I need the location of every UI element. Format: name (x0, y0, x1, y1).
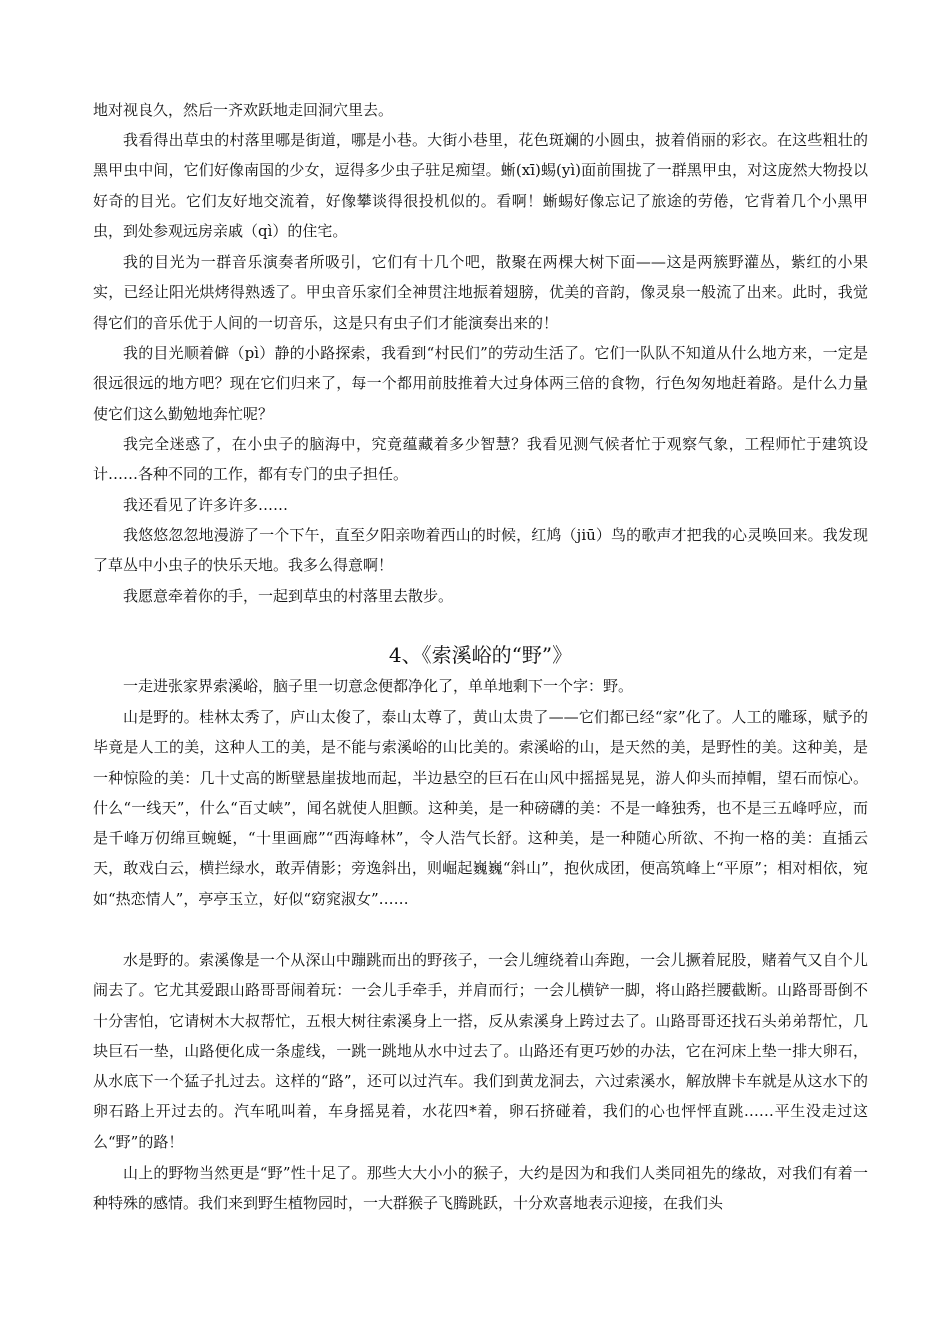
paragraph-musicians: 我的目光为一群音乐演奏者所吸引，它们有十几个吧，散聚在两棵大树下面——这是两簇野灌丛，紫红的小果实，已经让阳光烘烤得熟透了。甲虫音乐家们全神贯注地振着翅膀，优美的音韵，像灵泉一般流了出来。此时，我觉得它们的音乐优于人间的一切音乐，这是只有虫子们才能演奏出来的！ (93, 253, 868, 332)
paragraph-mountains-wild: 山是野的。桂林太秀了，庐山太俊了，泰山太尊了，黄山太贵了——它们都已经“家”化了。人工的雕琢，赋予的毕竟是人工的美，这种人工的美，是不能与索溪峪的山比美的。索溪峪的山，是天然的美，是野性的美。这种美，是一种惊险的美：几十丈高的断壁悬崖拔地而起，半边悬空的巨石在山风中摇摇晃晃，游人仰头而掉帽，望石而惊心。什么“一线天”，什么“百丈峡”，闻名就使人胆颤。这种美，是一种磅礴的美：不是一峰独秀，也不是三五峰呼应，而是千峰万仞绵亘蜿蜒，“十里画廊”“西海峰林”，令人浩气长舒。这种美，是一种随心所欲、不拘一格的美：直插云天，敢戏白云，横拦绿水，敢弄倩影；旁逸斜出，则崛起巍巍“斜山”，抱伙成团，便高筑峰上“平原”；相对相依，宛如“热恋情人”，亭亭玉立，好似“窈窕淑女”…… (93, 708, 868, 908)
section-title: 4、《索溪峪的“野”》 (388, 643, 573, 667)
paragraph-invitation: 我愿意牵着你的手，一起到草虫的村落里去散步。 (123, 587, 454, 605)
paragraph-village-streets: 我看得出草虫的村落里哪是街道，哪是小巷。大街小巷里，花色斑斓的小圆虫，披着俏丽的彩衣。在这些粗壮的黑甲虫中间，它们好像南国的少女，逗得多少虫子驻足痴望。蜥(xī)蜴(yì)面前围拢了一群黑甲虫，对这庞然大物投以好奇的目光。它们友好地交流着，好像攀谈得很投机似的。看啊！蜥蜴好像忘记了旅途的劳倦，它背着几个小黑甲虫，到处参观远房亲戚（qì）的住宅。 (93, 131, 868, 240)
paragraph-animals-wild: 山上的野物当然更是“野”性十足了。那些大大小小的猴子，大约是因为和我们人类同祖先的缘故，对我们有着一种特殊的感情。我们来到野生植物园时，一大群猴子飞腾跳跃，十分欢喜地表示迎接，在我们头 (93, 1164, 868, 1213)
paragraph-afternoon-wander: 我悠悠忽忽地漫游了一个下午，直至夕阳亲吻着西山的时候，红鸠（jiū）鸟的歌声才把我的心灵唤回来。我发现了草丛中小虫子的快乐天地。我多么得意啊！ (93, 526, 868, 575)
paragraph-villagers-labor: 我的目光顺着僻（pì）静的小路探索，我看到“村民们”的劳动生活了。它们一队队不知道从什么地方来，一定是很远很远的地方吧？现在它们归来了，每一个都用前肢推着大过身体两三倍的食物，行色匆匆地赶着路。是什么力量使它们这么勤勉地奔忙呢？ (93, 344, 868, 423)
paragraph-continuation: 地对视良久，然后一齐欢跃地走回洞穴里去。 (93, 101, 394, 119)
paragraph-wisdom: 我完全迷惑了，在小虫子的脑海中，究竟蕴藏着多少智慧？我看见测气候者忙于观察气象，工程师忙于建筑设计……各种不同的工作，都有专门的虫子担任。 (93, 435, 868, 484)
paragraph-intro-wild: 一走进张家界索溪峪，脑子里一切意念便都净化了，单单地剩下一个字：野。 (123, 677, 634, 695)
paragraph-water-wild: 水是野的。索溪像是一个从深山中蹦跳而出的野孩子，一会儿缠绕着山奔跑，一会儿撅着屁股，赌着气又自个儿闹去了。它尤其爱跟山路哥哥闹着玩：一会儿手牵手，并肩而行；一会儿横铲一脚，将山路拦腰截断。山路哥哥倒不十分害怕，它请树木大叔帮忙，五根大树往索溪身上一搭，反从索溪身上跨过去了。山路哥哥还找石头弟弟帮忙，几块巨石一垫，山路便化成一条虚线，一跳一跳地从水中过去了。山路还有更巧妙的办法，它在河床上垫一排大卵石，从水底下一个猛子扎过去。这样的“路”，还可以过汽车。我们到黄龙洞去，六过索溪水，解放牌卡车就是从这水下的卵石路上开过去的。汽车吼叫着，车身摇晃着，水花四*着，卵石挤碰着，我们的心也怦怦直跳……平生没走过这么“野”的路！ (93, 951, 868, 1151)
paragraph-much-more: 我还看见了许多许多…… (123, 496, 289, 514)
